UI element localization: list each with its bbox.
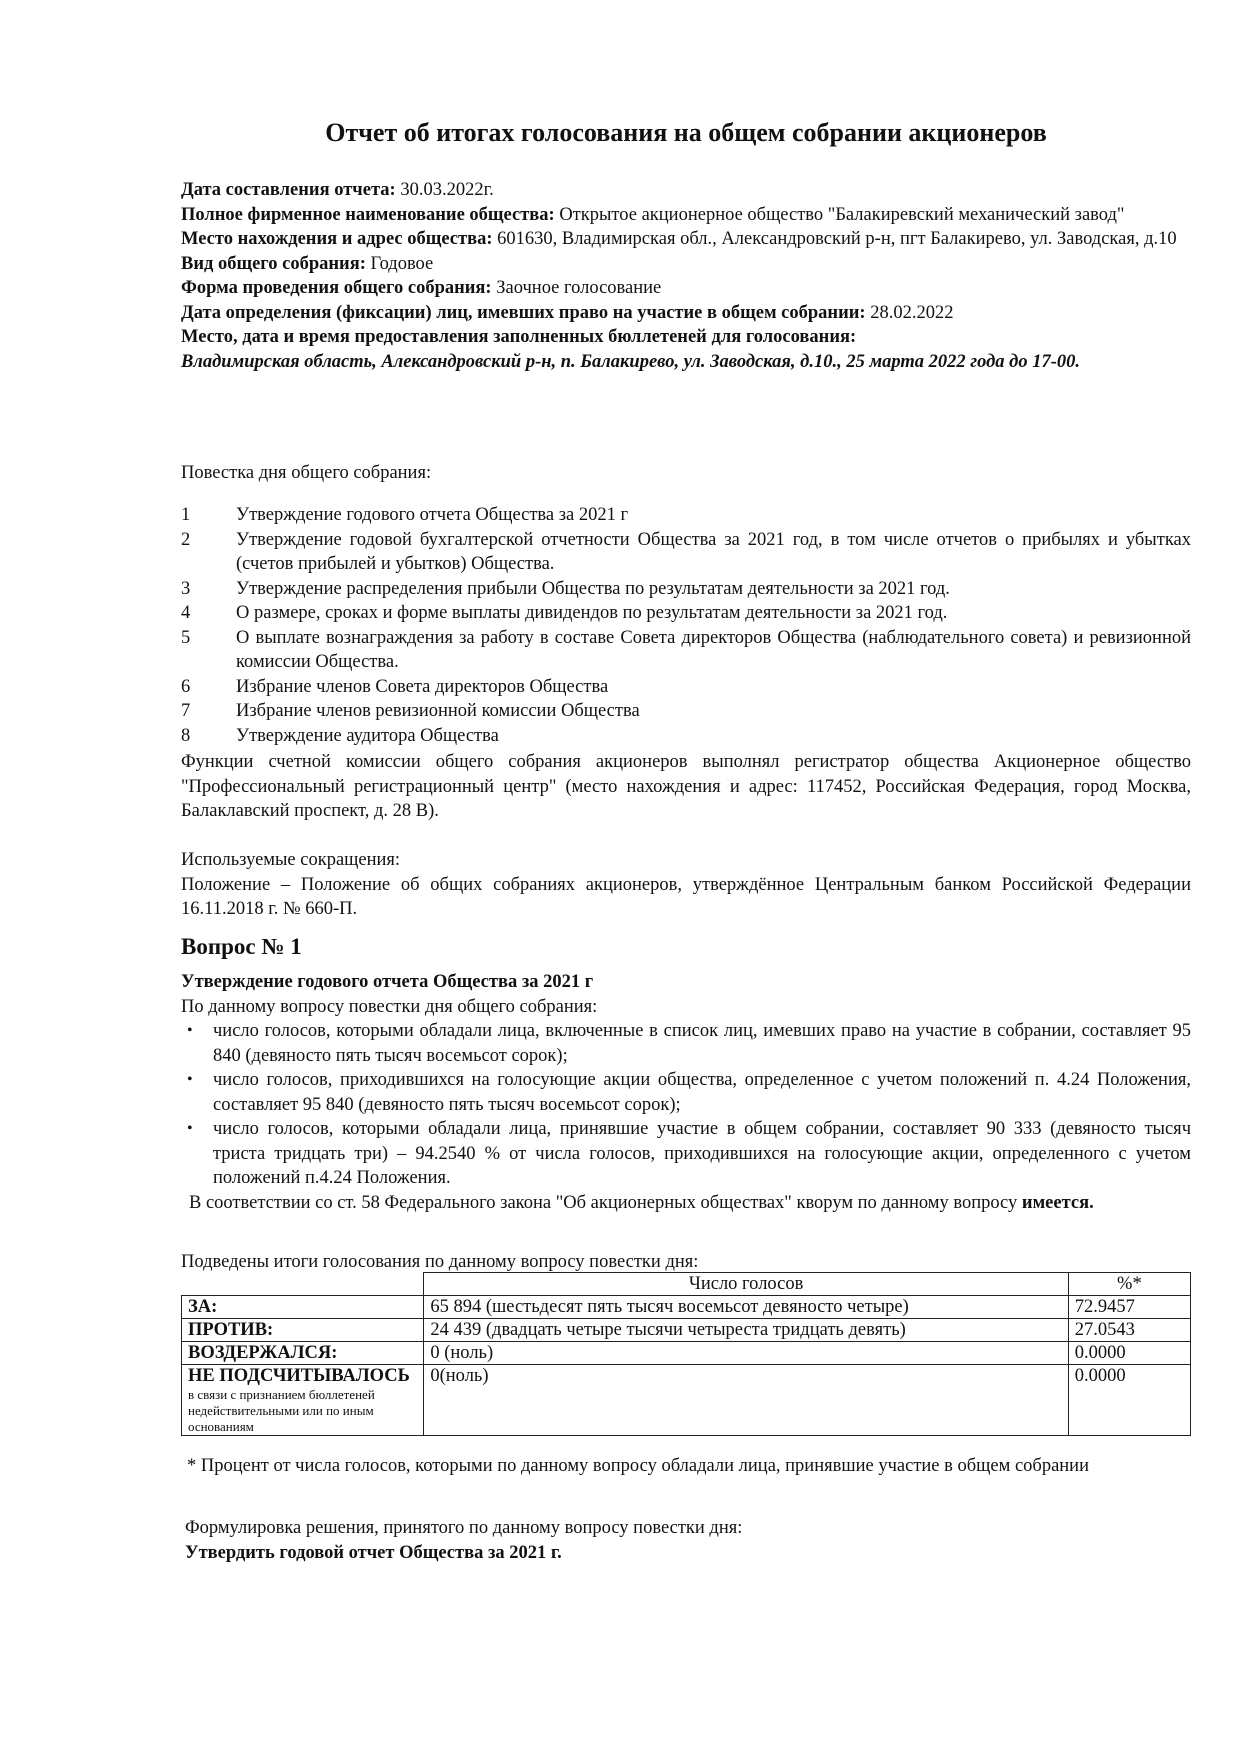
agenda-item	[181, 626, 1191, 675]
question-bullet	[181, 1019, 1191, 1068]
bullet-dot-icon: •	[187, 1120, 193, 1137]
ballot-place-label-text: Место, дата и время предоставления заполненных бюллетеней для голосования:	[181, 327, 857, 347]
abbreviations	[181, 848, 1191, 922]
record-date-label: Дата определения (фиксации) лиц, имевших право на участие в общем собрании:	[181, 302, 866, 323]
meeting-type-label: Вид общего собрания:	[181, 253, 366, 274]
agenda-item-number: 7	[181, 701, 191, 721]
meeting-form: Заочное голосование	[496, 278, 662, 298]
question-title: Утверждение годового отчета Общества за 2021 г	[181, 972, 594, 992]
agenda-item-text: Утверждение аудитора Общества	[236, 725, 499, 746]
results-row	[182, 1342, 1191, 1365]
agenda-heading: Повестка дня общего собрания:	[181, 463, 432, 483]
results-row-label: ВОЗДЕРЖАЛСЯ:	[188, 1343, 338, 1363]
results-row-votes: 65 894 (шестьдесят пять тысяч восемьсот девяносто четыре)	[424, 1296, 1068, 1319]
results-row	[182, 1296, 1191, 1319]
results-row-label: ПРОТИВ:	[188, 1320, 274, 1340]
meeting-type-line	[181, 252, 1191, 277]
col-percent-header: %*	[1068, 1273, 1190, 1296]
company-name: Открытое акционерное общество "Балакиревский механический завод"	[559, 204, 1125, 225]
agenda-item-number: 3	[181, 578, 191, 599]
agenda-item	[181, 528, 1191, 577]
quorum-line	[181, 1191, 1191, 1216]
ballot-place-label	[181, 325, 1191, 350]
results-footnote: * Процент от числа голосов, которыми по данному вопросу обладали лица, принявшие участие в общем собрании	[187, 1456, 1089, 1476]
company-name-line	[181, 203, 1191, 228]
question-bullet	[181, 1117, 1191, 1191]
results-row-label-cell	[182, 1365, 424, 1436]
meeting-form-line	[181, 276, 1191, 301]
question-bullet-text: число голосов, которыми обладали лица, включенные в список лиц, имевших право на участие в собрании, составляет 95 840 (девяносто пять тысяч восемьсот сорок);	[213, 1021, 1191, 1066]
ballot-place: Владимирская область, Александровский р-н, п. Балакирево, ул. Заводская, д.10., 25 марта 2022 года до 17-00.	[181, 351, 1081, 372]
results-row-votes: 24 439 (двадцать четыре тысячи четыреста тридцать девять)	[424, 1319, 1068, 1342]
agenda-item	[181, 675, 1191, 700]
results-row-votes: 0 (ноль)	[424, 1342, 1068, 1365]
report-date-label: Дата составления отчета:	[181, 180, 396, 200]
results-row	[182, 1365, 1191, 1436]
agenda-item	[181, 601, 1191, 626]
results-row-votes: 0(ноль)	[424, 1365, 1068, 1436]
agenda-list	[181, 503, 1191, 748]
abbreviations-heading: Используемые сокращения:	[181, 850, 401, 870]
agenda-item-number: 4	[181, 603, 191, 623]
report-title: Отчет об итогах голосования на общем собрании акционеров	[325, 118, 1047, 147]
agenda-item-text: О выплате вознаграждения за работу в составе Совета директоров Общества (наблюдательного совета) и ревизионной комиссии Общества.	[236, 627, 1191, 672]
question-bullet-text: число голосов, которыми обладали лица, принявшие участие в общем собрании, составляет 90 333 (девяносто тысяч триста тридцать три) – 94.2540 % от числа голосов, приходившихся на голосующие акции, определенного с учетом положений п.4.24 Положения.	[213, 1119, 1191, 1188]
decision-label: Формулировка решения, принятого по данному вопросу повестки дня:	[185, 1518, 743, 1538]
quorum-text: В соответствии со ст. 58 Федерального закона "Об акционерных обществах" кворум по данному вопросу	[189, 1192, 1018, 1213]
question-bullet	[181, 1068, 1191, 1117]
results-row-percent: 27.0543	[1068, 1319, 1190, 1342]
agenda-item-text: Утверждение распределения прибыли Общества по результатам деятельности за 2021 год.	[236, 578, 950, 599]
record-date: 28.02.2022	[870, 302, 954, 323]
decision-text: Утвердить годовой отчет Общества за 2021 г.	[185, 1542, 562, 1563]
agenda-item-text: О размере, сроках и форме выплаты дивидендов по результатам деятельности за 2021 год.	[236, 603, 948, 623]
results-row-label: НЕ ПОДСЧИТЫВАЛОСЬ	[188, 1366, 410, 1386]
decision-block	[185, 1516, 1191, 1565]
agenda-item-text: Утверждение годового отчета Общества за 2021 г	[236, 505, 629, 525]
results-row-percent: 0.0000	[1068, 1342, 1190, 1365]
results-header-row	[182, 1273, 1191, 1296]
counting-commission: Функции счетной комиссии общего собрания акционеров выполнял регистратор общества Акционерное общество "Профессиональный регистрационный центр" (место нахождения и адрес: 117452, Российская Федерация, город Москва, Балаклавский проспект, д. 28 В).	[181, 752, 1191, 821]
address: 601630, Владимирская обл., Александровский р-н, пгт Балакирево, ул. Заводская, д.10	[497, 229, 1177, 249]
agenda-item-text: Избрание членов Совета директоров Общества	[236, 676, 609, 697]
results-row-sublabel: в связи с признанием бюллетеней недействительными или по иным основаниям	[188, 1387, 375, 1434]
results-row	[182, 1319, 1191, 1342]
results-row-percent: 72.9457	[1068, 1296, 1190, 1319]
agenda-item-number: 5	[181, 627, 191, 648]
report-meta	[181, 178, 1191, 374]
report-date: 30.03.2022г.	[400, 180, 494, 200]
results-row-label: ЗА:	[188, 1297, 218, 1317]
agenda-item-number: 6	[181, 676, 191, 697]
report-date-line	[181, 178, 1191, 203]
question-bullet-text: число голосов, приходившихся на голосующие акции общества, определенное с учетом положений п. 4.24 Положения, составляет 95 840 (девяносто пять тысяч восемьсот сорок);	[213, 1070, 1191, 1115]
results-row-percent: 0.0000	[1068, 1365, 1190, 1436]
agenda-item	[181, 503, 1191, 528]
col-votes-header: Число голосов	[424, 1273, 1068, 1296]
question-bullets	[181, 1019, 1191, 1191]
agenda-item-text: Избрание членов ревизионной комиссии Общества	[236, 701, 640, 721]
results-row-label-cell	[182, 1296, 424, 1319]
record-date-line	[181, 301, 1191, 326]
meeting-type: Годовое	[370, 253, 434, 274]
agenda-item	[181, 724, 1191, 749]
address-line	[181, 227, 1191, 252]
company-name-label: Полное фирменное наименование общества:	[181, 204, 555, 225]
question-heading: Вопрос № 1	[181, 934, 302, 959]
agenda-item-number: 2	[181, 529, 191, 550]
agenda-item	[181, 577, 1191, 602]
results-heading: Подведены итоги голосования по данному вопросу повестки дня:	[181, 1252, 699, 1272]
agenda-item-text: Утверждение годовой бухгалтерской отчетности Общества за 2021 год, в том числе отчетов о прибылях и убытках (счетов прибылей и убытков) Общества.	[236, 529, 1191, 574]
question-intro: По данному вопросу повестки дня общего собрания:	[181, 996, 598, 1017]
agenda-item-number: 1	[181, 505, 191, 525]
address-label: Место нахождения и адрес общества:	[181, 229, 493, 249]
bullet-dot-icon: •	[187, 1022, 193, 1039]
results-row-label-cell	[182, 1319, 424, 1342]
results-header-empty	[182, 1273, 424, 1296]
agenda-item	[181, 699, 1191, 724]
quorum-result: имеется.	[1021, 1192, 1094, 1213]
results-table	[181, 1272, 1191, 1436]
bullet-dot-icon: •	[187, 1071, 193, 1088]
abbreviations-text: Положение – Положение об общих собраниях акционеров, утверждённое Центральным банком Российской Федерации 16.11.2018 г. № 660-П.	[181, 874, 1191, 919]
question-block	[181, 970, 1191, 1215]
agenda-item-number: 8	[181, 725, 191, 746]
meeting-form-label: Форма проведения общего собрания:	[181, 278, 492, 298]
results-row-label-cell	[182, 1342, 424, 1365]
